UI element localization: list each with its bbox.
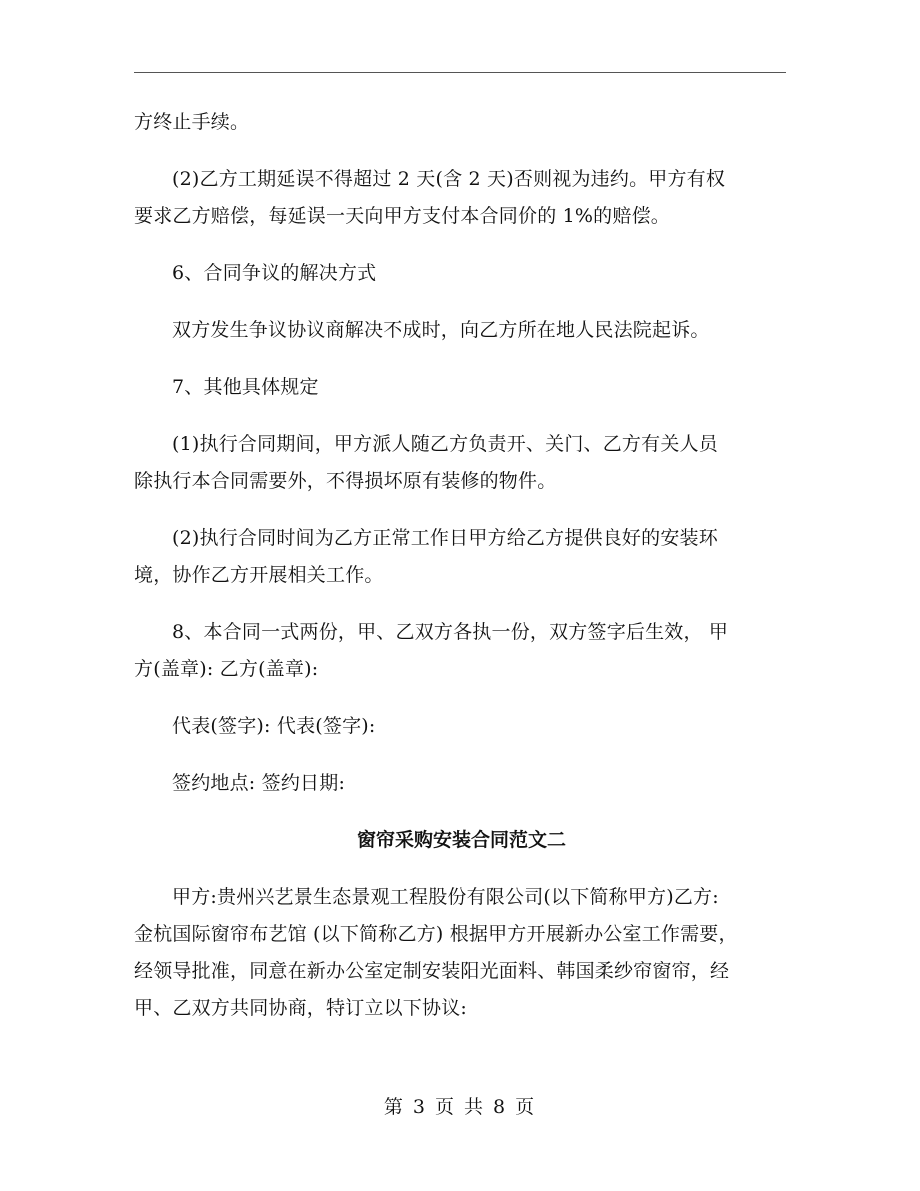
paragraph-line: 双方发生争议协议商解决不成时，向乙方所在地人民法院起诉。 [172,319,710,341]
paragraph-line: 甲方:贵州兴艺景生态景观工程股份有限公司(以下简称甲方)乙方: [172,886,719,908]
paragraph-line: 6、合同争议的解决方式 [172,262,377,284]
paragraph-line: 8、本合同一式两份，甲、乙双方各执一份，双方签字后生效， 甲 [172,621,729,643]
paragraph [134,614,789,688]
paragraph [134,520,789,594]
paragraph [134,426,789,500]
paragraph-line: 代表(签字): 代表(签字): [172,715,376,737]
section-heading: 窗帘采购安装合同范文二 [356,829,566,851]
paragraph-line: 方终止手续。 [134,111,250,133]
paragraph [134,255,789,292]
document-body [134,104,789,1047]
paragraph [134,765,789,802]
paragraph [134,161,789,235]
paragraph-line: (2)执行合同时间为乙方正常工作日甲方给乙方提供良好的安装环 [172,527,718,549]
paragraphs-after-heading [134,879,789,1027]
paragraph-line: 除执行本合同需要外，不得损坏原有装修的物件。 [134,470,557,492]
paragraph-line: 签约地点: 签约日期: [172,772,346,794]
paragraph-line: 金杭国际窗帘布艺馆 (以下简称乙方) 根据甲方开展新办公室工作需要， [134,923,738,945]
paragraph [134,708,789,745]
paragraph-line: 经领导批准，同意在新办公室定制安装阳光面料、韩国柔纱帘窗帘，经 [134,960,730,982]
paragraph [134,879,789,1027]
paragraph-line: (2)乙方工期延误不得超过 2 天(含 2 天)否则视为违约。甲方有权 [172,168,726,190]
page-number-footer: 第 3 页 共 8 页 [383,1096,537,1118]
paragraph [134,369,789,406]
header-rule [134,72,786,73]
paragraph [134,312,789,349]
paragraph-line: 甲、乙双方共同协商，特订立以下协议: [134,997,468,1019]
paragraph-line: 方(盖章): 乙方(盖章): [134,658,319,680]
paragraph-line: (1)执行合同期间，甲方派人随乙方负责开、关门、乙方有关人员 [172,433,718,455]
paragraph [134,104,789,141]
paragraphs-before-heading [134,104,789,802]
paragraph-line: 7、其他具体规定 [172,376,319,398]
paragraph-line: 境，协作乙方开展相关工作。 [134,564,384,586]
paragraph-line: 要求乙方赔偿，每延误一天向甲方支付本合同价的 1%的赔偿。 [134,205,670,227]
